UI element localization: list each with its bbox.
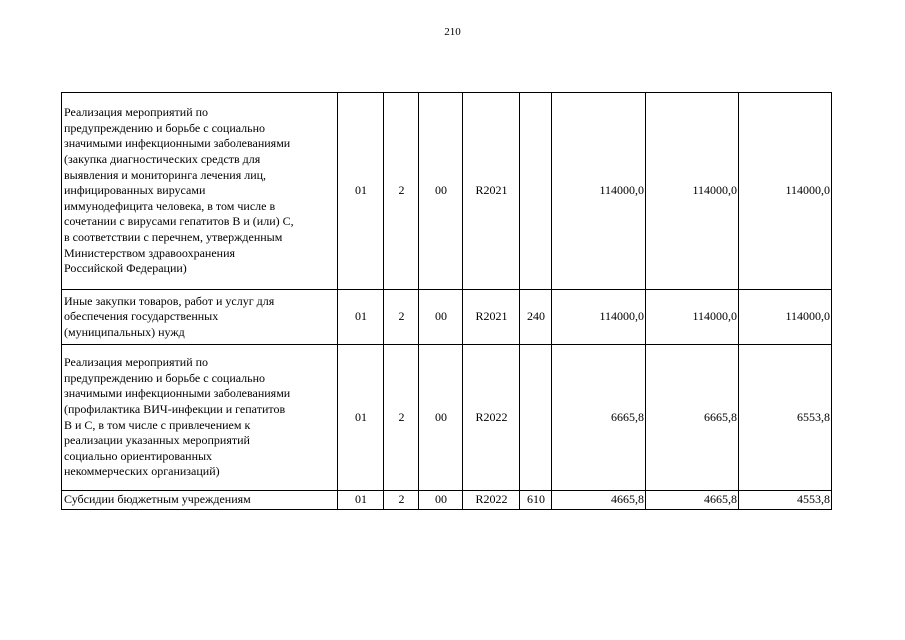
target-article-part1-cell: 00 bbox=[419, 491, 463, 510]
target-article-part1-cell: 00 bbox=[419, 93, 463, 290]
section-code-cell: 01 bbox=[338, 93, 384, 290]
row-name-cell: Реализация мероприятий по предупреждению и борьбе с социально значимыми инфекционными заболеваниями (профилактика ВИЧ-инфекции и гепатитов В и С, в том числе с привлечением к реализации указанных мероприятий социально ориентированных некоммерческих организаций) bbox=[62, 345, 338, 491]
amount-1-cell: 4665,8 bbox=[552, 491, 646, 510]
amount-3-cell: 6553,8 bbox=[739, 345, 832, 491]
amount-2-cell: 4665,8 bbox=[646, 491, 739, 510]
target-article-part1-cell: 00 bbox=[419, 290, 463, 345]
amount-2-cell: 114000,0 bbox=[646, 93, 739, 290]
expense-type-cell: 610 bbox=[520, 491, 552, 510]
expense-type-cell bbox=[520, 345, 552, 491]
amount-2-cell: 6665,8 bbox=[646, 345, 739, 491]
section-code-cell: 01 bbox=[338, 345, 384, 491]
subsection-code-cell: 2 bbox=[384, 93, 419, 290]
amount-3-cell: 114000,0 bbox=[739, 290, 832, 345]
target-article-part2-cell: R2021 bbox=[463, 93, 520, 290]
subsection-code-cell: 2 bbox=[384, 345, 419, 491]
row-name-cell: Субсидии бюджетным учреждениям bbox=[62, 491, 338, 510]
subsection-code-cell: 2 bbox=[384, 491, 419, 510]
expense-type-cell: 240 bbox=[520, 290, 552, 345]
target-article-part1-cell: 00 bbox=[419, 345, 463, 491]
budget-table bbox=[61, 92, 832, 510]
page-number: 210 bbox=[444, 26, 461, 38]
subsection-code-cell: 2 bbox=[384, 290, 419, 345]
section-code-cell: 01 bbox=[338, 290, 384, 345]
section-code-cell: 01 bbox=[338, 491, 384, 510]
table-row bbox=[62, 491, 832, 510]
amount-3-cell: 4553,8 bbox=[739, 491, 832, 510]
table-row bbox=[62, 345, 832, 491]
expense-type-cell bbox=[520, 93, 552, 290]
row-name-cell: Реализация мероприятий по предупреждению и борьбе с социально значимыми инфекционными заболеваниями (закупка диагностических средств для выявления и мониторинга лечения лиц, инфицированных вирусами иммунодефицита человека, в том числе в сочетании с вирусами гепатитов В и (или) С, в соответствии с перечнем, утвержденным Министерством здравоохранения Российской Федерации) bbox=[62, 93, 338, 290]
target-article-part2-cell: R2022 bbox=[463, 345, 520, 491]
table-row bbox=[62, 290, 832, 345]
amount-3-cell: 114000,0 bbox=[739, 93, 832, 290]
table-row bbox=[62, 93, 832, 290]
amount-1-cell: 114000,0 bbox=[552, 290, 646, 345]
row-name-cell: Иные закупки товаров, работ и услуг для обеспечения государственных (муниципальных) нужд bbox=[62, 290, 338, 345]
amount-1-cell: 6665,8 bbox=[552, 345, 646, 491]
target-article-part2-cell: R2022 bbox=[463, 491, 520, 510]
amount-1-cell: 114000,0 bbox=[552, 93, 646, 290]
target-article-part2-cell: R2021 bbox=[463, 290, 520, 345]
amount-2-cell: 114000,0 bbox=[646, 290, 739, 345]
